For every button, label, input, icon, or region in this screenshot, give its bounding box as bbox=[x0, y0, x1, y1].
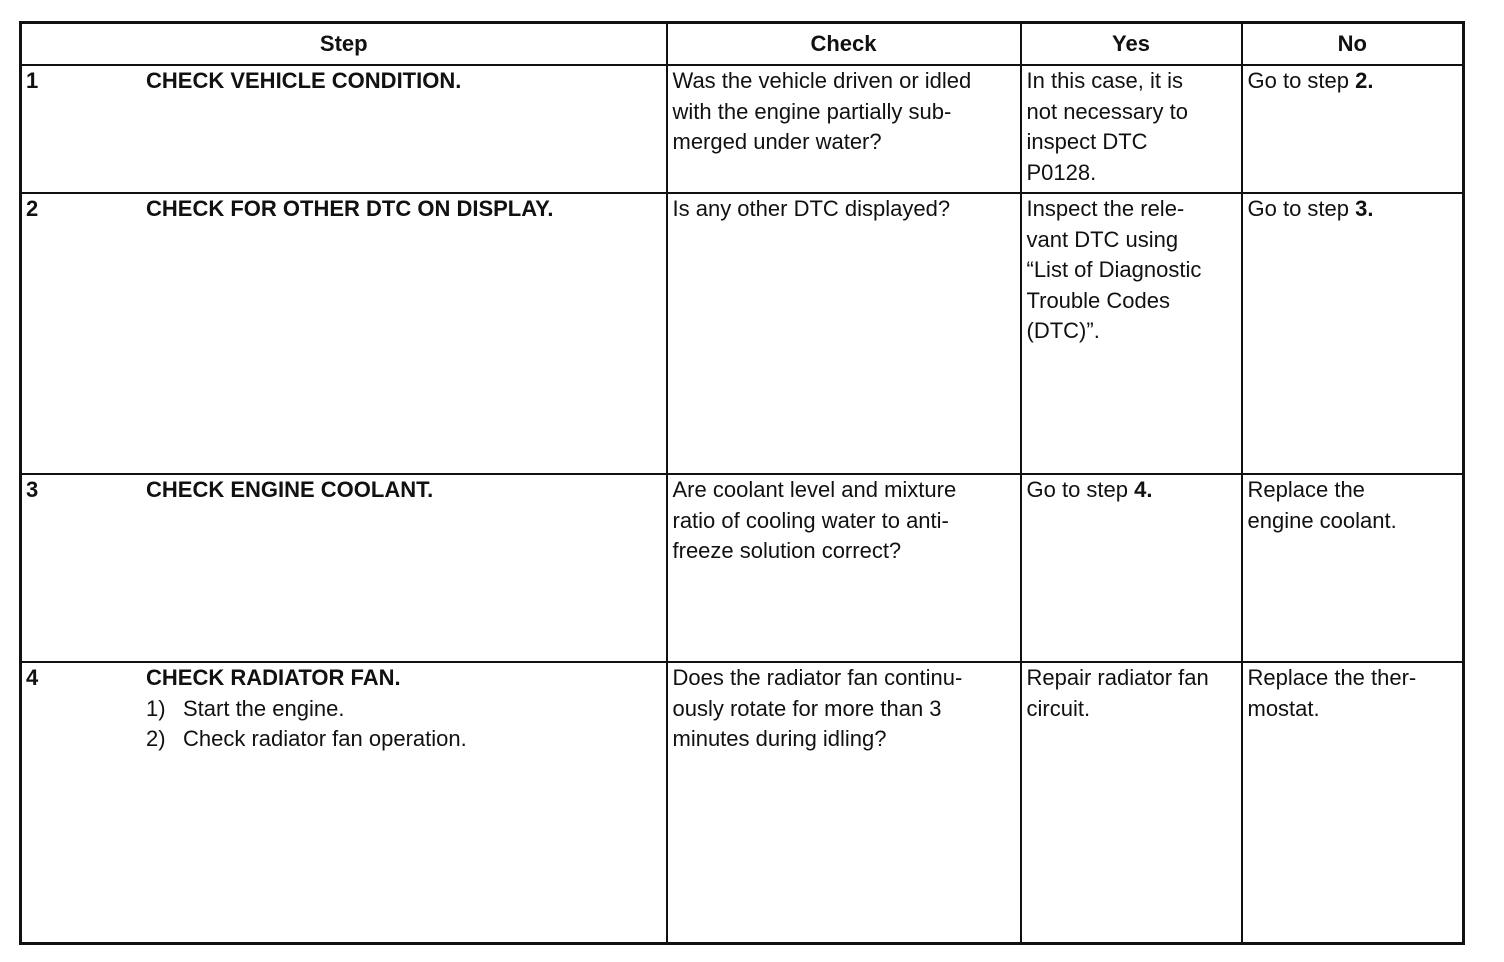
step-number: 4 bbox=[26, 665, 39, 690]
yes-prefix: Go to step bbox=[1026, 477, 1135, 502]
check-text: ratio of cooling water to anti- bbox=[672, 507, 949, 533]
yes-text: Trouble Codes bbox=[1026, 287, 1170, 313]
table-row bbox=[21, 193, 1464, 474]
check-cell bbox=[667, 65, 1021, 193]
diagnostic-table bbox=[19, 21, 1465, 945]
yes-text: not necessary to bbox=[1026, 98, 1188, 124]
no-cell bbox=[1242, 474, 1464, 662]
step-title: CHECK RADIATOR FAN. bbox=[146, 665, 401, 690]
no-step-ref: 3. bbox=[1355, 196, 1374, 221]
yes-cell bbox=[1021, 662, 1242, 943]
yes-text: In this case, it is bbox=[1026, 68, 1184, 93]
substep-text: Start the engine. bbox=[183, 695, 345, 721]
no-prefix: Go to step bbox=[1247, 68, 1356, 93]
step-cell bbox=[21, 193, 667, 474]
check-text: merged under water? bbox=[672, 129, 882, 154]
yes-text: Inspect the rele- bbox=[1026, 196, 1185, 221]
no-text: mostat. bbox=[1247, 695, 1320, 721]
check-cell bbox=[667, 193, 1021, 474]
no-step-ref: 2. bbox=[1355, 68, 1374, 93]
yes-text: (DTC)”. bbox=[1026, 318, 1100, 343]
yes-step-ref: 4. bbox=[1134, 477, 1153, 502]
step-title: CHECK ENGINE COOLANT. bbox=[146, 477, 434, 502]
no-prefix: Go to step bbox=[1247, 196, 1356, 221]
yes-text: “List of Diagnostic bbox=[1026, 257, 1202, 282]
substep-text: Check radiator fan operation. bbox=[183, 726, 467, 751]
no-cell bbox=[1242, 193, 1464, 474]
no-text: engine coolant. bbox=[1247, 507, 1397, 533]
check-text: freeze solution correct? bbox=[672, 538, 902, 563]
yes-text: Repair radiator fan bbox=[1026, 665, 1209, 690]
header-step: Step bbox=[21, 23, 667, 66]
check-text: Does the radiator fan continu- bbox=[672, 665, 963, 690]
step-number: 2 bbox=[26, 196, 39, 221]
header-check: Check bbox=[667, 23, 1021, 66]
header-row bbox=[21, 23, 1464, 66]
header-yes: Yes bbox=[1021, 23, 1242, 66]
substep bbox=[146, 724, 666, 755]
check-text: ously rotate for more than 3 bbox=[672, 695, 942, 721]
table-row bbox=[21, 65, 1464, 193]
no-cell bbox=[1242, 65, 1464, 193]
check-cell bbox=[667, 474, 1021, 662]
no-cell bbox=[1242, 662, 1464, 943]
yes-cell bbox=[1021, 65, 1242, 193]
check-text: Are coolant level and mixture bbox=[672, 477, 957, 502]
substep-number: 2) bbox=[146, 726, 166, 751]
step-cell bbox=[21, 474, 667, 662]
no-text: Replace the ther- bbox=[1247, 665, 1417, 690]
no-text bbox=[1248, 194, 1459, 225]
step-title: CHECK FOR OTHER DTC ON DISPLAY. bbox=[146, 196, 554, 221]
no-text bbox=[1248, 66, 1459, 97]
header-no: No bbox=[1242, 23, 1464, 66]
substep-number: 1) bbox=[146, 695, 166, 721]
step-cell bbox=[21, 65, 667, 193]
step-title: CHECK VEHICLE CONDITION. bbox=[146, 68, 462, 93]
yes-text: circuit. bbox=[1026, 695, 1091, 721]
check-text: Is any other DTC displayed? bbox=[672, 196, 951, 221]
check-text: with the engine partially sub- bbox=[672, 98, 952, 124]
yes-cell bbox=[1021, 474, 1242, 662]
table-row bbox=[21, 474, 1464, 662]
step-cell bbox=[21, 662, 667, 943]
step-number: 1 bbox=[26, 68, 39, 93]
step-number: 3 bbox=[26, 477, 39, 502]
check-cell bbox=[667, 662, 1021, 943]
yes-text: inspect DTC bbox=[1026, 129, 1148, 154]
yes-text: P0128. bbox=[1026, 159, 1097, 185]
yes-text bbox=[1027, 475, 1237, 506]
table-row bbox=[21, 662, 1464, 943]
check-text: Was the vehicle driven or idled bbox=[672, 68, 972, 93]
substep bbox=[146, 694, 666, 725]
yes-text: vant DTC using bbox=[1026, 226, 1179, 252]
no-text: Replace the bbox=[1247, 477, 1365, 502]
check-text: minutes during idling? bbox=[672, 726, 887, 751]
yes-cell bbox=[1021, 193, 1242, 474]
